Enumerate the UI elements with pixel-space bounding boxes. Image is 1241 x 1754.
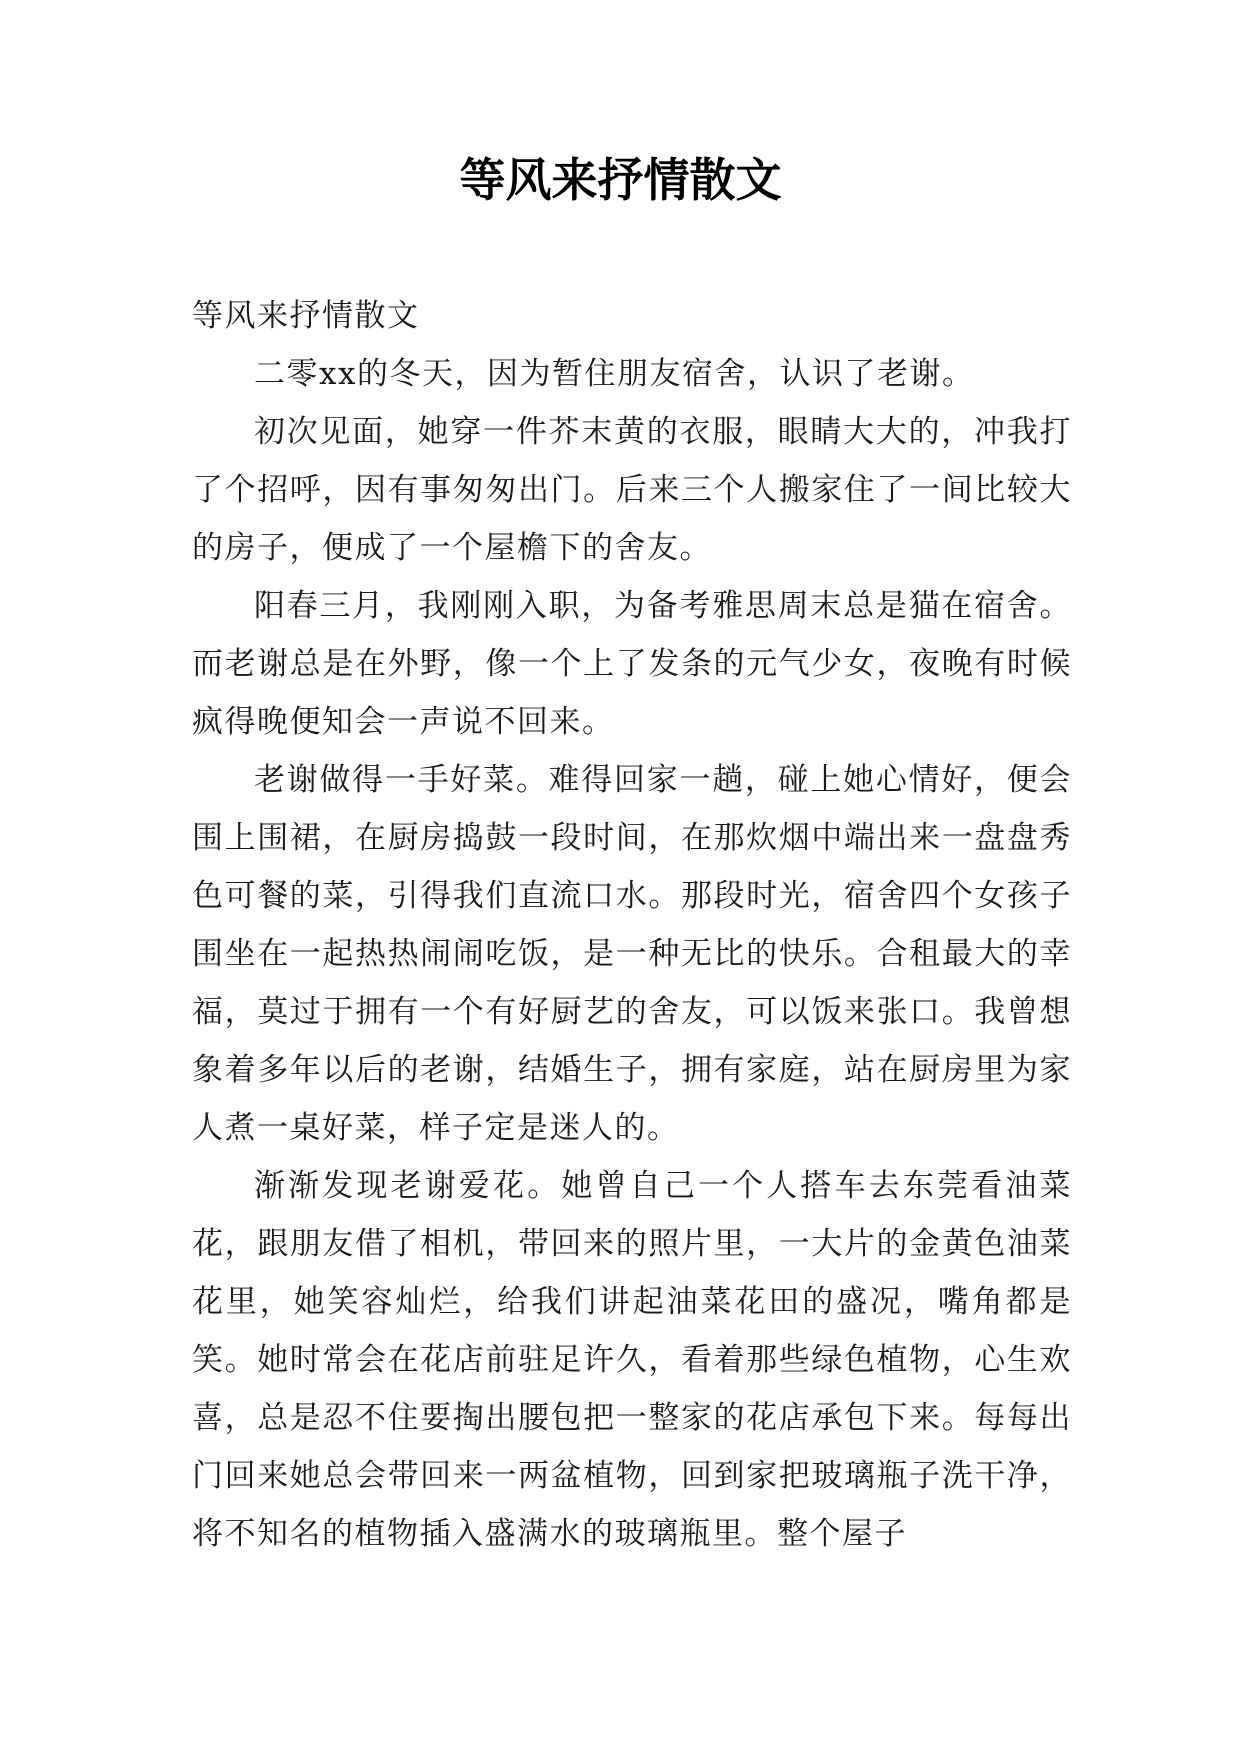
paragraph: 老谢做得一手好菜。难得回家一趟，碰上她心情好，便会围上围裙，在厨房捣鼓一段时间，在那炊烟中端出来一盘盘秀色可餐的菜，引得我们直流口水。那段时光，宿舍四个女孩子围坐在一起热热闹闹吃饭，是一种无比的快乐。合租最大的幸福，莫过于拥有一个有好厨艺的舍友，可以饭来张口。我曾想象着多年以后的老谢，结婚生子，拥有家庭，站在厨房里为家人煮一桌好菜，样子定是迷人的。 xyxy=(192,762,1072,1146)
paragraph: 二零xx的冬天，因为暂住朋友宿舍，认识了老谢。 xyxy=(254,356,975,392)
paragraph: 渐渐发现老谢爱花。她曾自己一个人搭车去东莞看油菜花，跟朋友借了相机，带回来的照片里，一大片的金黄色油菜花里，她笑容灿烂，给我们讲起油菜花田的盛况，嘴角都是笑。她时常会在花店前驻足许久，看着那些绿色植物，心生欢喜，总是忍不住要掏出腰包把一整家的花店承包下来。每每出门回来她总会带回来一两盆植物，回到家把玻璃瓶子洗干净，将不知名的植物插入盛满水的玻璃瓶里。整个屋子 xyxy=(192,1168,1072,1552)
paragraph: 阳春三月，我刚刚入职，为备考雅思周末总是猫在宿舍。而老谢总是在外野，像一个上了发条的元气少女，夜晚有时候疯得晚便知会一声说不回来。 xyxy=(192,588,1072,740)
paragraph-subtitle: 等风来抒情散文 xyxy=(192,298,420,334)
document-title: 等风来抒情散文 xyxy=(459,153,782,207)
document-body xyxy=(192,287,1072,1563)
paragraph: 初次见面，她穿一件芥末黄的衣服，眼睛大大的，冲我打了个招呼，因有事匆匆出门。后来三个人搬家住了一间比较大的房子，便成了一个屋檐下的舍友。 xyxy=(192,414,1072,566)
